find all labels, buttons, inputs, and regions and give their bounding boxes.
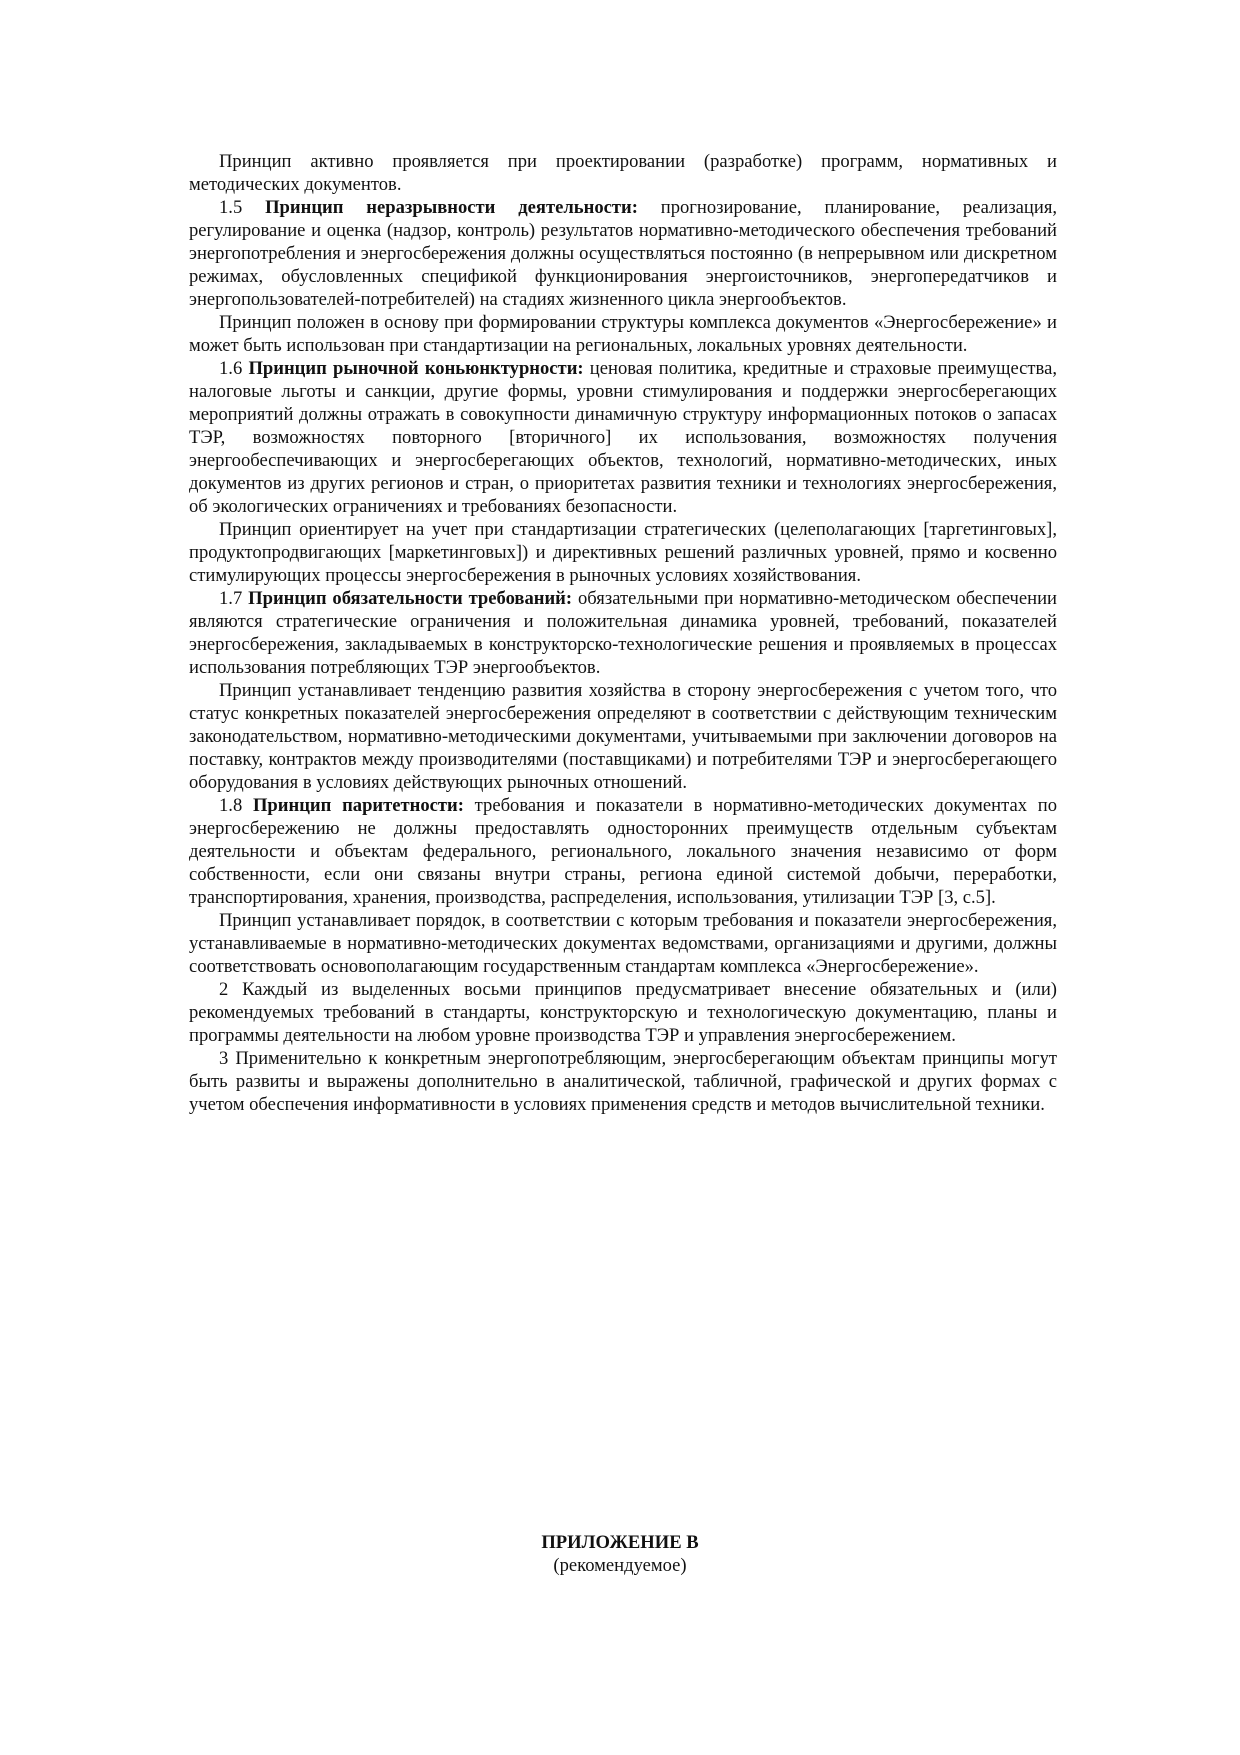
paragraph-text: Принцип ориентирует на учет при стандартизации стратегических (целеполагающих [таргетинговых], продуктопродвигающих [маркетинговых]) и директивных решений различных уровней, прямо и косвенно стимулирующих процессы энергосбережения в рыночных условиях хозяйствования. — [189, 519, 1057, 586]
paragraph-text: Принцип устанавливает порядок, в соответствии с которым требования и показатели энергосбережения, устанавливаемые в нормативно-методических документах ведомствами, организациями и другими, должны соответствовать основополагающим государственным стандартам комплекса «Энергосбережение». — [189, 910, 1057, 977]
paragraph-heading: Принцип паритетности: — [252, 795, 464, 816]
paragraph-text: Принцип активно проявляется при проектировании (разработке) программ, нормативных и методических документов. — [189, 151, 1057, 195]
paragraph — [189, 909, 1057, 978]
paragraph-text: 2 Каждый из выделенных восьми принципов предусматривает внесение обязательных и (или) рекомендуемых требований в стандарты, конструкторскую и технологическую документацию, планы и программы деятельности на любом уровне производства ТЭР и управления энергосбережением. — [189, 979, 1057, 1046]
appendix-title: ПРИЛОЖЕНИЕ В — [541, 1532, 699, 1553]
paragraph — [189, 196, 1057, 311]
appendix-subtitle: (рекомендуемое) — [553, 1555, 687, 1576]
paragraph — [189, 311, 1057, 357]
paragraph — [189, 679, 1057, 794]
paragraph-text: 3 Применительно к конкретным энергопотребляющим, энергосберегающим объектам принципы могут быть развиты и выражены дополнительно в аналитической, табличной, графической и других формах с учетом обеспечения информативности в условиях применения средств и методов вычислительной техники. — [189, 1048, 1057, 1115]
paragraph-heading: Принцип обязательности требований: — [248, 588, 573, 609]
paragraph-number: 1.5 — [219, 197, 266, 218]
paragraph-text: обязательными при нормативно-методическом обеспечении являются стратегические ограничения и положительная динамика уровней, требований, показателей энергосбережения, закладываемых в конструкторско-технологические решения и проявляемых в процессах использования потребляющих ТЭР энергообъектов. — [189, 588, 1058, 678]
document-body — [189, 150, 1057, 1116]
paragraph — [189, 150, 1057, 196]
paragraph-number: 1.6 — [219, 358, 249, 379]
paragraph-text: прогнозирование, планирование, реализация, регулирование и оценка (надзор, контроль) результатов нормативно-методического обеспечения требований энергопотребления и энергосбережения должны осуществляться постоянно (в непрерывном или дискретном режимах, обусловленных спецификой функционирования энергоисточников, энергопередатчиков и энергопользователей-потребителей) на стадиях жизненного цикла энергообъектов. — [189, 197, 1058, 310]
paragraph-number: 1.8 — [219, 795, 253, 816]
paragraph — [189, 1047, 1057, 1116]
paragraph — [189, 794, 1057, 909]
paragraph — [189, 518, 1057, 587]
paragraph — [189, 978, 1057, 1047]
paragraph-text: Принцип устанавливает тенденцию развития хозяйства в сторону энергосбережения с учетом того, что статус конкретных показателей энергосбережения определяют в соответствии с действующим техническим законодательством, нормативно-методическими документами, учитываемыми при заключении договоров на поставку, контрактов между производителями (поставщиками) и потребителями ТЭР и энергосберегающего оборудования в условиях действующих рыночных отношений. — [189, 680, 1057, 793]
paragraph — [189, 357, 1057, 518]
paragraph — [189, 587, 1057, 679]
paragraph-text: ценовая политика, кредитные и страховые преимущества, налоговые льготы и санкции, другие формы, уровни стимулирования и поддержки энергосберегающих мероприятий должны отражать в совокупности динамичную структуру информационных потоков о запасах ТЭР, возможностях повторного [вторичного] их использования, возможностях получения энергообеспечивающих и энергосберегающих объектов, технологий, нормативно-методических, иных документов из других регионов и стран, о приоритетах развития техники и технологиях энергосбережения, об экологических ограничениях и требованиях безопасности. — [189, 358, 1057, 517]
appendix-heading — [0, 1531, 1240, 1577]
paragraph-text: Принцип положен в основу при формировании структуры комплекса документов «Энергосбережение» и может быть использован при стандартизации на региональных, локальных уровнях деятельности. — [189, 312, 1057, 356]
paragraph-heading: Принцип рыночной коньюнктурности: — [248, 358, 584, 379]
paragraph-number: 1.7 — [219, 588, 249, 609]
paragraph-heading: Принцип неразрывности деятельности: — [265, 197, 638, 218]
paragraph-text: требования и показатели в нормативно-методических документах по энергосбережению не должны предоставлять односторонних преимуществ отдельным субъектам деятельности и объектам федерального, регионального, локального значения независимо от форм собственности, если они связаны внутри страны, региона единой системой добычи, переработки, транспортирования, хранения, производства, распределения, использования, утилизации ТЭР [3, с.5]. — [189, 795, 1057, 908]
